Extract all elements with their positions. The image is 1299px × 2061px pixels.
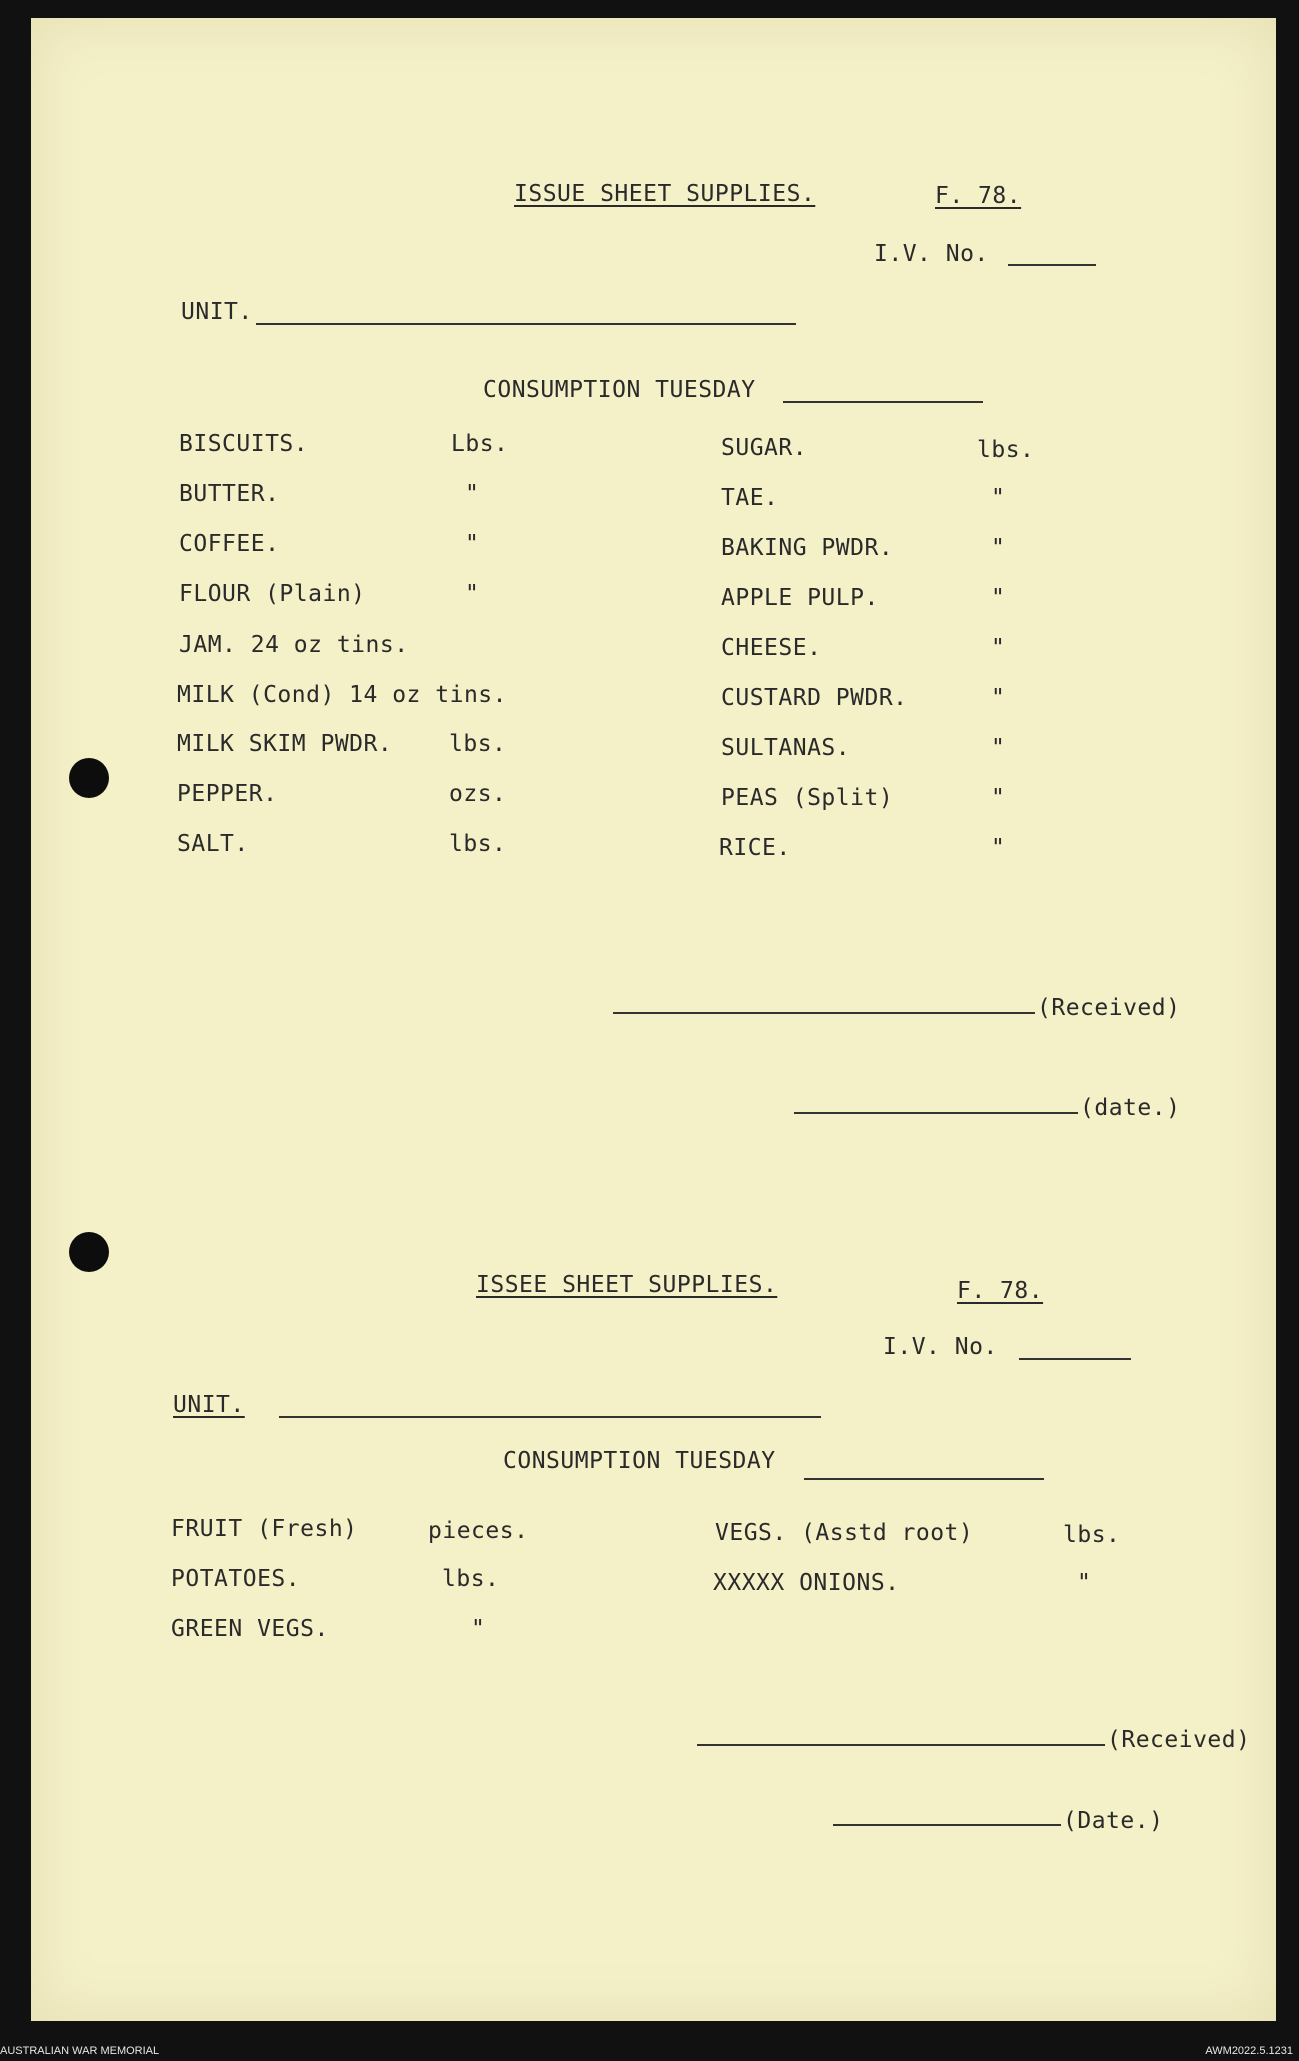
item-unit: lbs. [442,1566,500,1592]
punch-hole-bottom [69,1232,109,1272]
unit-line [256,323,796,325]
unit-line [279,1416,821,1418]
item-unit: " [991,485,1006,511]
item-unit: lbs. [1063,1522,1121,1548]
received-label: (Received) [1037,995,1181,1021]
item-name: CUSTARD PWDR. [721,685,908,711]
unit-label: UNIT. [181,299,253,325]
item-unit: " [991,785,1006,811]
received-signature-line [613,1012,1035,1014]
item-name: SUGAR. [721,435,808,461]
sheet-title: ISSEE SHEET SUPPLIES. [476,1272,778,1298]
item-unit: " [465,531,480,557]
item-unit: " [465,481,480,507]
consumption-label: CONSUMPTION TUESDAY [503,1448,776,1474]
item-unit: " [471,1616,486,1642]
item-name: XXXXX ONIONS. [713,1570,900,1596]
item-name: POTATOES. [171,1566,301,1592]
item-name: SALT. [177,831,249,857]
footer-institution: AUSTRALIAN WAR MEMORIAL [0,2045,160,2057]
date-line [794,1112,1078,1114]
item-unit: " [991,685,1006,711]
item-unit: lbs. [977,437,1035,463]
item-unit: " [991,585,1006,611]
received-label: (Received) [1107,1727,1251,1753]
iv-number-line [1008,264,1096,266]
item-name: RICE. [719,835,791,861]
item-name: FLOUR (Plain) [179,581,366,607]
item-unit: " [991,735,1006,761]
item-unit: pieces. [428,1518,529,1544]
date-line [833,1824,1061,1826]
item-name: APPLE PULP. [721,585,879,611]
item-name: GREEN VEGS. [171,1616,329,1642]
punch-hole-top [69,758,109,798]
item-name: SULTANAS. [721,735,851,761]
iv-number-label: I.V. No. [883,1334,998,1360]
item-unit: " [991,835,1006,861]
form-number: F. 78. [957,1278,1044,1304]
item-name: MILK SKIM PWDR. [177,731,393,757]
item-name: CHEESE. [721,635,822,661]
iv-number-label: I.V. No. [874,241,989,267]
received-signature-line [697,1744,1105,1746]
item-name: PEAS (Split) [721,785,894,811]
consumption-line [804,1478,1044,1480]
item-unit: " [991,535,1006,561]
item-unit: Lbs. [451,431,509,457]
item-unit: lbs. [449,831,507,857]
sheet-title: ISSUE SHEET SUPPLIES. [514,181,816,207]
consumption-label: CONSUMPTION TUESDAY [483,377,756,403]
item-name: VEGS. (Asstd root) [715,1520,974,1546]
item-unit: ozs. [449,781,507,807]
document-page [31,18,1276,2021]
item-name: MILK (Cond) 14 oz tins. [177,682,507,708]
item-name: BUTTER. [179,481,280,507]
item-name: PEPPER. [177,781,278,807]
item-unit: " [465,581,480,607]
iv-number-line [1019,1358,1131,1360]
unit-label: UNIT. [173,1392,245,1418]
item-name: TAE. [721,485,779,511]
item-unit: " [991,635,1006,661]
consumption-line [783,401,983,403]
footer-accession-number: AWM2022.5.1231 [1205,2045,1293,2057]
item-unit: lbs. [449,731,507,757]
date-label: (date.) [1080,1095,1181,1121]
date-label: (Date.) [1063,1808,1164,1834]
form-number: F. 78. [935,183,1022,209]
item-name: JAM. 24 oz tins. [179,632,409,658]
item-unit: " [1077,1570,1092,1596]
item-name: BISCUITS. [179,431,309,457]
item-name: FRUIT (Fresh) [171,1516,358,1542]
item-name: COFFEE. [179,531,280,557]
item-name: BAKING PWDR. [721,535,894,561]
